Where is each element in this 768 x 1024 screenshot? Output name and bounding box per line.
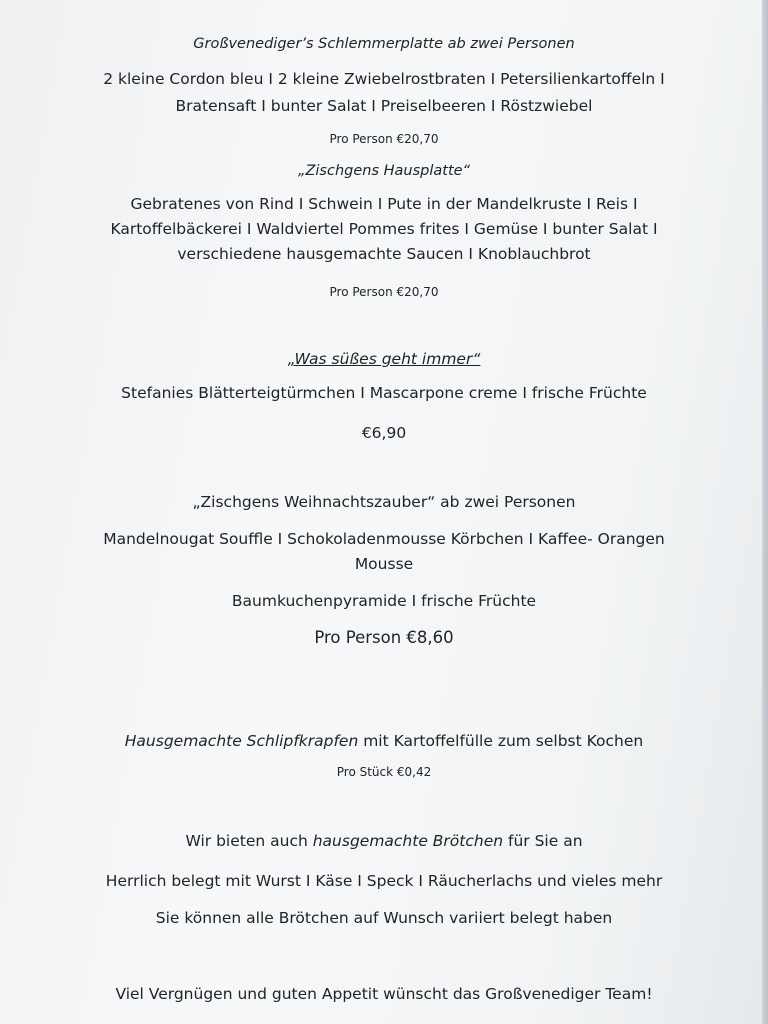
page-edge <box>762 0 768 1024</box>
plate1-items-line1: 2 kleine Cordon bleu I 2 kleine Zwiebelrostbraten I Petersilienkartoffeln I <box>103 70 665 88</box>
dessert1-title: „Was süßes geht immer“ <box>287 350 481 368</box>
plate2-title: „Zischgens Hausplatte“ <box>297 163 471 179</box>
closing-line: Viel Vergnügen und guten Appetit wünscht das Großvenediger Team! <box>115 985 653 1003</box>
plate2-items-line2: Kartoffelbäckerei I Waldviertel Pommes frites I Gemüse I bunter Salat I <box>110 220 658 238</box>
plate2-price: Pro Person €20,70 <box>329 285 439 299</box>
dessert1-items: Stefanies Blätterteigtürmchen I Mascarpone creme I frische Früchte <box>121 384 647 402</box>
krapfen-price: Pro Stück €0,42 <box>336 765 432 779</box>
plate1-title: Großvenediger’s Schlemmerplatte ab zwei Personen <box>193 36 575 52</box>
broetchen-line2: Herrlich belegt mit Wurst I Käse I Speck I Räucherlachs und vieles mehr <box>105 872 663 890</box>
dessert1-price: €6,90 <box>361 424 407 442</box>
dessert2-items-line1: Mandelnougat Souffle I Schokoladenmousse Körbchen I Kaffee- Orangen <box>103 530 665 548</box>
dessert2-items-line2: Mousse <box>354 555 414 573</box>
plate2-items-line1: Gebratenes von Rind I Schwein I Pute in der Mandelkruste I Reis I <box>130 195 638 213</box>
dessert2-title: „Zischgens Weihnachtszauber“ ab zwei Personen <box>192 493 576 511</box>
krapfen-title-rest: mit Kartoffelfülle zum selbst Kochen <box>358 732 644 750</box>
plate2-items-line3: verschiedene hausgemachte Saucen I Knoblauchbrot <box>177 245 591 263</box>
plate1-price: Pro Person €20,70 <box>329 132 439 146</box>
broetchen-line1-italic: hausgemachte Brötchen <box>312 832 504 850</box>
broetchen-line1-post: für Sie an <box>503 832 583 850</box>
broetchen-line3: Sie können alle Brötchen auf Wunsch variiert belegt haben <box>155 909 613 927</box>
krapfen-title <box>0 732 768 751</box>
dessert2-price: Pro Person €8,60 <box>314 628 454 647</box>
dessert2-items-line3: Baumkuchenpyramide I frische Früchte <box>231 592 537 610</box>
broetchen-line1-pre: Wir bieten auch <box>185 832 313 850</box>
plate1-items-line2: Bratensaft I bunter Salat I Preiselbeeren I Röstzwiebel <box>175 97 593 115</box>
krapfen-title-italic: Hausgemachte Schlipfkrapfen <box>124 732 359 750</box>
broetchen-line1 <box>0 832 768 851</box>
